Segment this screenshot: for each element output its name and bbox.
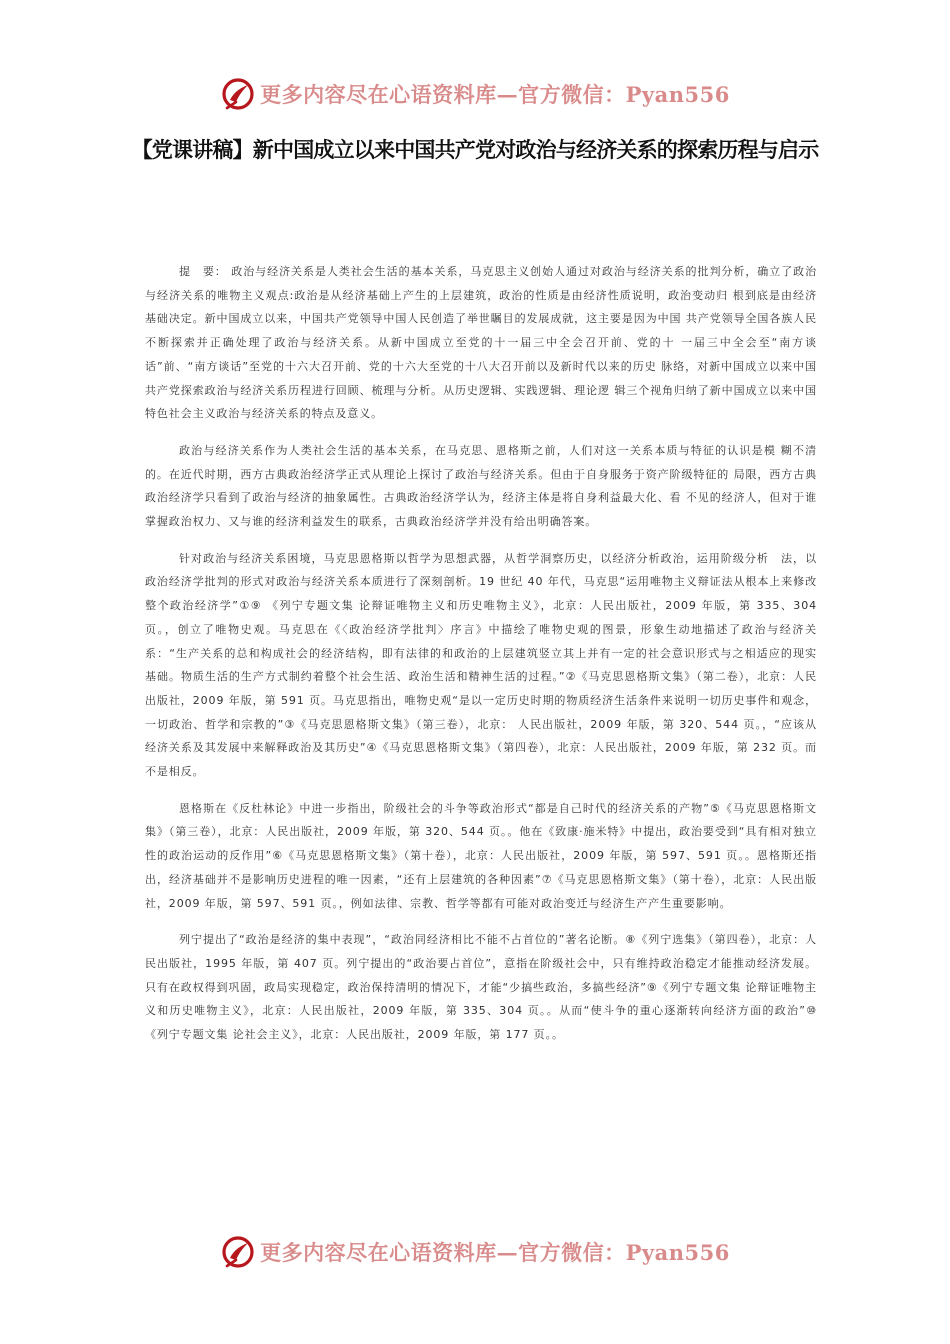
paragraph: 政治与经济关系作为人类社会生活的基本关系，在马克思、恩格斯之前，人们对这一关系本质与特征的认识是模 糊不清的。在近代时期，西方古典政治经济学正式从理论上探讨了政治与经济关系。但由于自身服务于资产阶级特征的 局限，西方古典政治经济学只看到了政治与经济的抽象属性。古典政治经济学认为，经济主体是将自身利益最大化、看 不见的经济人，但对于谁掌握政治权力、又与谁的经济利益发生的联系，古典政治经济学并没有给出明确答案。 [145,443,817,529]
footer-banner [0,1232,950,1272]
banner-text: 更多内容尽在心语资料库—官方微信：Pyan556 [260,82,730,107]
brand-logo-icon [220,1234,256,1270]
brand-logo-icon [220,76,256,112]
document-title: 【党课讲稿】新中国成立以来中国共产党对政治与经济关系的探索历程与启示 [131,138,819,162]
header-banner [0,74,950,114]
paragraph-abstract: 提 要： 政治与经济关系是人类社会生活的基本关系，马克思主义创始人通过对政治与经济关系的批判分析，确立了政治与经济关系的唯物主义观点:政治是从经济基础上产生的上层建筑，政治的性质是由经济性质说明，政治变动归 根到底是由经济基础决定。新中国成立以来，中国共产党领导中国人民创造了举世瞩目的发展成就，这主要是因为中国 共产党领导全国各族人民不断探索并正确处理了政治与经济关系。从新中国成立至党的十一届三中全会召开前、党的十 一届三中全会至“南方谈话”前、“南方谈话”至党的十六大召开前、党的十六大至党的十八大召开前以及新时代以来的历史 脉络，对新中国成立以来中国共产党探索政治与经济关系历程进行回顾、梳理与分析。从历史逻辑、实践逻辑、理论逻 辑三个视角归纳了新中国成立以来中国特色社会主义政治与经济关系的特点及意义。 [145,265,817,421]
paragraph: 列宁提出了“政治是经济的集中表现”，“政治同经济相比不能不占首位的”著名论断。⑧《列宁选集》（第四卷），北京：人民出版社，1995 年版，第 407 页。列宁提出的“政治要占首位”，意指在阶级社会中，只有维持政治稳定才能推动经济发展。只有在政权得到巩固，政局实现稳定，政治保持清明的情况下，才能“少搞些政治，多搞些经济”⑨《列宁专题文集 论辩证唯物主义和历史唯物主义》，北京：人民出版社，2009 年版，第 335、304 页。。从而“使斗争的重心逐渐转向经济方面的政治”⑩《列宁专题文集 论社会主义》，北京：人民出版社，2009 年版，第 177 页。。 [145,933,817,1042]
banner-text: 更多内容尽在心语资料库—官方微信：Pyan556 [260,1240,730,1265]
document-body [145,260,817,1060]
paragraph: 针对政治与经济关系困境，马克思恩格斯以哲学为思想武器，从哲学洞察历史，以经济分析政治，运用阶级分析 法，以政治经济学批判的形式对政治与经济关系本质进行了深刻剖析。19 世纪 40 年代，马克思“运用唯物主义辩证法从根本上来修改整个政治经济学”①⑨ 《列宁专题文集 论辩证唯物主义和历史唯物主义》，北京：人民出版社，2009 年版，第 335、304 页。，创立了唯物史观。马克思在《〈政治经济学批判〉序言》中描绘了唯物史观的图景，形象生动地描述了政治与经济关系：“生产关系的总和构成社会的经济结构，即有法律的和政治的上层建筑竖立其上并有一定的社会意识形式与之相适应的现实基础。物质生活的生产方式制约着整个社会生活、政治生活和精神生活的过程。”②《马克思恩格斯文集》（第二卷），北京：人民出版社，2009 年版，第 591 页。马克思指出，唯物史观“是以一定历史时期的物质经济生活条件来说明一切历史事件和观念，一切政治、哲学和宗教的”③《马克思恩格斯文集》（第三卷），北京： 人民出版社，2009 年版，第 320、544 页。，“应该从经济关系及其发展中来解释政治及其历史”④《马克思恩格斯文集》（第四卷），北京：人民出版社，2009 年版，第 232 页。而不是相反。 [145,551,817,779]
paragraph: 恩格斯在《反杜林论》中进一步指出，阶级社会的斗争等政治形式“都是自己时代的经济关系的产物”⑤《马克思恩格斯文集》（第三卷），北京：人民出版社，2009 年版，第 320、544 页。。他在《致康·施米特》中提出，政治要受到“具有相对独立性的政治运动的反作用”⑥《马克思恩格斯文集》（第十卷），北京：人民出版社，2009 年版，第 597、591 页。。恩格斯还指出，经济基础并不是影响历史进程的唯一因素，“还有上层建筑的各种因素”⑦《马克思恩格斯文集》（第十卷），北京：人民出版社，2009 年版，第 597、591 页。，例如法律、宗教、哲学等都有可能对政治变迁与经济生产产生重要影响。 [145,801,817,910]
